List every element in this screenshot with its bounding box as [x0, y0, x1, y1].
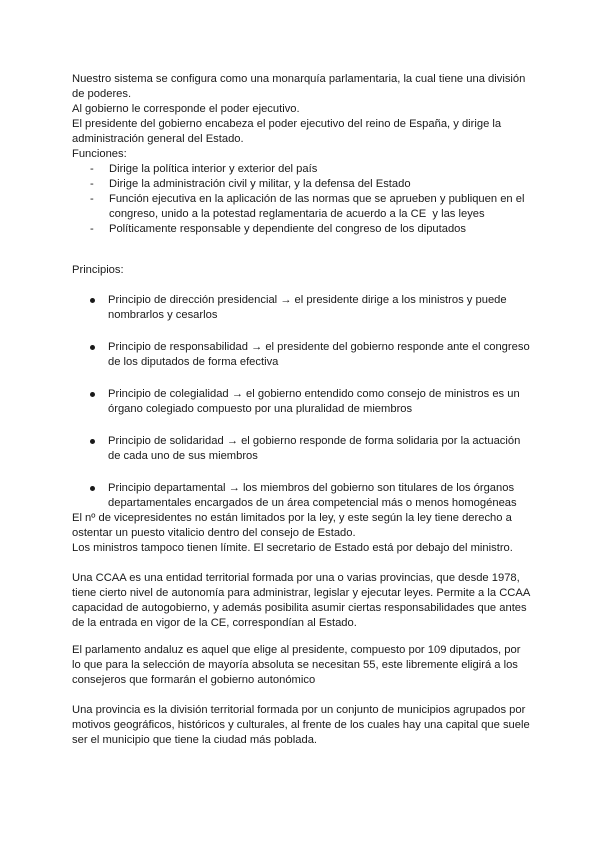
text-line: Principio de responsabilidad → el presidente del gobierno responde ante el congreso: [108, 341, 530, 353]
text-line: de la entrada en vigor de la CE, correspondían al Estado.: [72, 617, 357, 629]
list-item: [90, 434, 540, 464]
ccaa-paragraph: [72, 571, 532, 631]
text-line: Función ejecutiva en la aplicación de las normas que se aprueben y publiquen en el: [109, 193, 525, 205]
dash-marker: -: [90, 223, 94, 235]
text-line: ostentar un puesto vitalicio dentro del consejo de Estado.: [72, 527, 356, 539]
bullet-icon: [90, 439, 95, 444]
text-line: Principio departamental → los miembros del gobierno son titulares de los órganos: [108, 482, 515, 494]
list-item: [90, 293, 540, 323]
text-line: Una CCAA es una entidad territorial formada por una o varias provincias, que desde 1978,: [72, 572, 520, 584]
parliament-paragraph: [72, 643, 532, 688]
text-line: Al gobierno le corresponde el poder ejecutivo.: [72, 103, 300, 115]
bullet-icon: [90, 345, 95, 350]
vicepresidents-paragraph: [72, 511, 532, 556]
text-line: Una provincia es la división territorial formada por un conjunto de municipios agrupados por: [72, 704, 526, 716]
heading-text: Principios:: [72, 264, 124, 276]
dash-marker: -: [90, 178, 94, 190]
text-line: de cada uno de sus miembros: [108, 450, 258, 462]
text-line: Nuestro sistema se configura como una monarquía parlamentaria, la cual tiene una división: [72, 73, 526, 85]
text-line: El nº de vicepresidentes no están limitados por la ley, y este según la ley tiene derecho a: [72, 512, 512, 524]
list-item: [90, 340, 540, 370]
text-line: Los ministros tampoco tienen límite. El secretario de Estado está por debajo del ministro.: [72, 542, 513, 554]
text-line: Principio de dirección presidencial → el presidente dirige a los ministros y puede: [108, 294, 507, 306]
list-item: [90, 162, 540, 177]
intro-paragraph: [72, 72, 532, 162]
dash-marker: -: [90, 193, 94, 205]
list-item: [90, 481, 540, 511]
text-line: nombrarlos y cesarlos: [108, 309, 218, 321]
province-paragraph: [72, 703, 532, 748]
text-line: Principio de solidaridad → el gobierno responde de forma solidaria por la actuación: [108, 435, 521, 447]
text-line: Dirige la política interior y exterior del país: [109, 163, 318, 175]
text-line: capacidad de autogobierno, y además posibilita asumir ciertas responsabilidades que antes: [72, 602, 527, 614]
list-item: [90, 387, 540, 417]
text-line: departamentales encargados de un área competencial más o menos homogéneas: [108, 497, 517, 509]
functions-list: [90, 162, 540, 237]
list-item: [90, 222, 540, 237]
text-line: tiene cierto nivel de autonomía para administrar, legislar y ejecutar leyes. Permite a la CCAA: [72, 587, 531, 599]
bullet-icon: [90, 392, 95, 397]
text-line: administración general del Estado.: [72, 133, 244, 145]
functions-heading: Funciones:: [72, 148, 127, 160]
dash-marker: -: [90, 163, 94, 175]
bullet-icon: [90, 298, 95, 303]
text-line: Dirige la administración civil y militar, y la defensa del Estado: [109, 178, 411, 190]
text-line: órgano colegiado compuesto por una pluralidad de miembros: [108, 403, 413, 415]
bullet-icon: [90, 486, 95, 491]
text-line: lo que para la selección de mayoría absoluta se necesitan 55, este libremente eligirá a los: [72, 659, 518, 671]
text-line: consejeros que formarán el gobierno autonómico: [72, 674, 316, 686]
text-line: El presidente del gobierno encabeza el poder ejecutivo del reino de España, y dirige la: [72, 118, 502, 130]
text-line: Principio de colegialidad → el gobierno entendido como consejo de ministros es un: [108, 388, 520, 400]
text-line: de los diputados de forma efectiva: [108, 356, 279, 368]
principles-list: [90, 293, 540, 528]
text-line: motivos geográficos, históricos y culturales, al frente de los cuales hay una capital que suele: [72, 719, 530, 731]
list-item: [90, 192, 540, 222]
text-line: El parlamento andaluz es aquel que elige al presidente, compuesto por 109 diputados, por: [72, 644, 521, 656]
list-item: [90, 177, 540, 192]
text-line: congreso, unido a la potestad reglamentaria de acuerdo a la CE y las leyes: [109, 208, 485, 220]
principles-heading: [72, 263, 532, 278]
text-line: de poderes.: [72, 88, 132, 100]
text-line: Políticamente responsable y dependiente del congreso de los diputados: [109, 223, 467, 235]
text-line: ser el municipio que tiene la ciudad más poblada.: [72, 734, 318, 746]
